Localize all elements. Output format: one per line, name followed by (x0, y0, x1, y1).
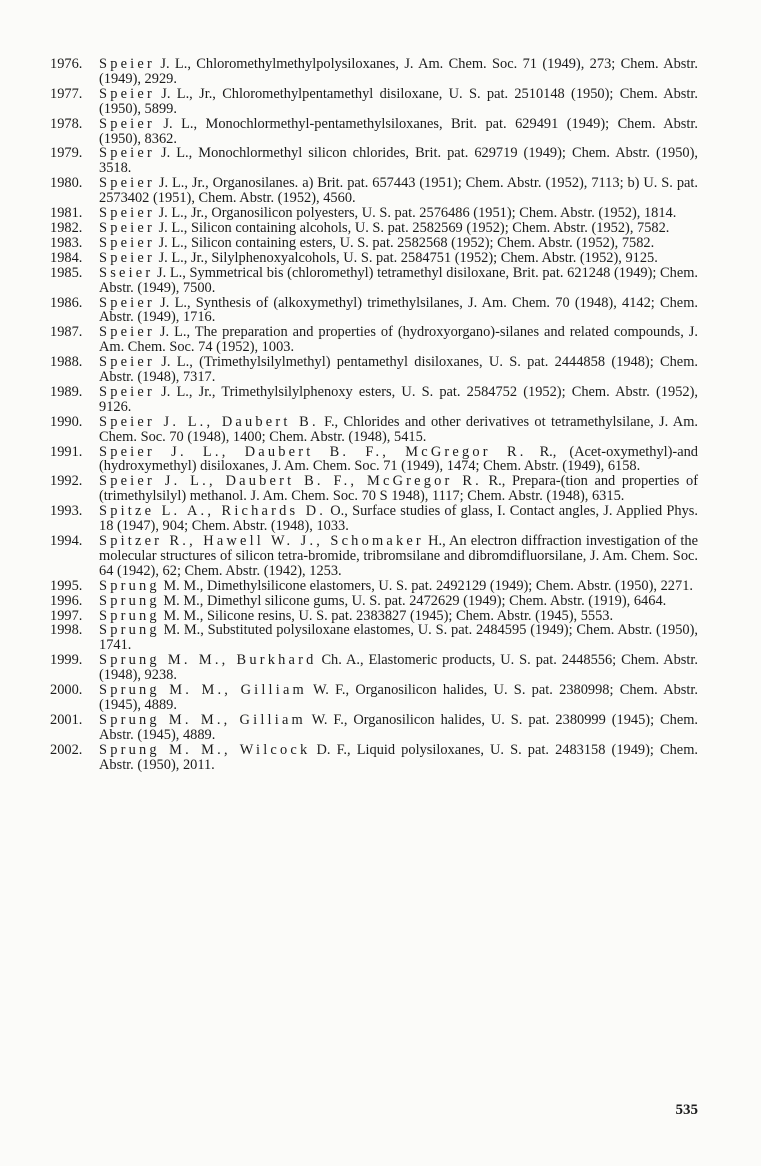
reference-text (99, 683, 698, 713)
reference-authors: Sprung (99, 592, 160, 609)
reference-number: 1977. (50, 85, 83, 102)
reference-entry (50, 579, 698, 594)
reference-entry (50, 653, 698, 683)
reference-authors: Sseier (99, 264, 154, 281)
reference-authors: Speier (99, 249, 155, 266)
reference-entry (50, 266, 698, 296)
reference-authors: Speier (99, 294, 155, 311)
reference-authors: Speier (99, 56, 155, 72)
reference-text (99, 445, 698, 475)
reference-number: 1976. (50, 56, 83, 72)
reference-number: 1987. (50, 324, 83, 341)
reference-text (99, 266, 698, 296)
reference-authors: Speier J. L., Daubert B. (99, 413, 319, 430)
reference-text (99, 355, 698, 385)
reference-number: 1978. (50, 115, 83, 132)
reference-authors: Sprung (99, 577, 160, 594)
reference-entry (50, 251, 698, 266)
reference-text (99, 743, 698, 773)
reference-details: J. L., Monochlormethyl silicon chlorides, Brit. pat. 629719 (1949); Chem. Abstr. (1950), 3518. (99, 145, 698, 177)
reference-text (99, 713, 698, 743)
reference-text (99, 623, 698, 653)
reference-number: 1983. (50, 234, 83, 251)
reference-entry (50, 176, 698, 206)
reference-authors: Speier (99, 219, 155, 236)
reference-list (50, 57, 698, 773)
reference-authors: Speier (99, 85, 155, 102)
reference-entry (50, 534, 698, 579)
reference-authors: Speier (99, 175, 155, 192)
reference-text (99, 474, 698, 504)
reference-number: 1999. (50, 652, 83, 669)
reference-text (99, 385, 698, 415)
reference-text (99, 146, 698, 176)
reference-details: R., Prepara-(tion and properties of (trimethylsilyl) methanol. J. Am. Chem. Soc. 70 S 1948), 1117; Chem. Abstr. (1948), 6315. (99, 473, 698, 505)
reference-entry (50, 743, 698, 773)
reference-text (99, 296, 698, 326)
reference-text (99, 236, 698, 251)
reference-details: J. L., (Trimethylsilylmethyl) pentamethyl disiloxanes, U. S. pat. 2444858 (1948); Chem. Abstr. (1948), 7317. (99, 354, 698, 386)
reference-text (99, 176, 698, 206)
reference-details: R., (Acet-oxymethyl)-and (hydroxymethyl) disiloxanes, J. Am. Chem. Soc. 71 (1949), 1474; Chem. Abstr. (1949), 6158. (99, 443, 699, 475)
reference-authors: Speier (99, 115, 155, 132)
reference-details: Ch. A., Elastomeric products, U. S. pat. 2448556; Chem. Abstr. (1948), 9238. (99, 652, 698, 684)
reference-details: J. L., Silicon containing alcohols, U. S. pat. 2582569 (1952); Chem. Abstr. (1952), 7582. (154, 219, 670, 236)
reference-entry (50, 146, 698, 176)
reference-number: 1992. (50, 473, 83, 490)
reference-text (99, 415, 698, 445)
reference-text (99, 504, 698, 534)
reference-authors: Speier (99, 234, 155, 251)
reference-entry (50, 206, 698, 221)
reference-text (99, 57, 698, 87)
reference-authors: Sprung M. M., Gilliam (99, 711, 306, 728)
reference-details: J. L., Jr., Organosilanes. a) Brit. pat. 657443 (1951); Chem. Abstr. (1952), 7113; b) U. S. pat. 2573402 (1951), Chem. Abstr. (1952), 4560. (99, 175, 698, 207)
reference-details: M. M., Substituted polysiloxane elastomes, U. S. pat. 2484595 (1949); Chem. Abstr. (1950), 1741. (99, 622, 698, 654)
reference-details: W. F., Organosilicon halides, U. S. pat. 2380999 (1945); Chem. Abstr. (1945), 4889. (99, 711, 699, 743)
reference-number: 1998. (50, 622, 83, 639)
reference-authors: Speier (99, 324, 155, 341)
reference-authors: Speier (99, 145, 155, 162)
reference-entry (50, 296, 698, 326)
reference-details: O., Surface studies of glass, I. Contact angles, J. Applied Phys. 18 (1947), 904; Chem. Abstr. (1948), 1033. (99, 503, 698, 535)
reference-entry (50, 415, 698, 445)
reference-number: 1996. (50, 592, 83, 609)
reference-number: 1994. (50, 533, 83, 549)
reference-text (99, 653, 698, 683)
reference-details: J. L., Monochlormethyl-pentamethylsiloxanes, Brit. pat. 629491 (1949); Chem. Abstr. (1950), 8362. (99, 115, 698, 147)
reference-authors: Sprung M. M., Gilliam (99, 682, 307, 699)
reference-details: M. M., Dimethylsilicone elastomers, U. S. pat. 2492129 (1949); Chem. Abstr. (1950), 2271. (159, 577, 693, 594)
reference-authors: Speier (99, 354, 155, 371)
reference-number: 2002. (50, 741, 83, 758)
reference-details: J. L., Synthesis of (alkoxymethyl) trimethylsilanes, J. Am. Chem. 70 (1948), 4142; Chem. Abstr. (1949), 1716. (99, 294, 698, 326)
reference-text (99, 87, 698, 117)
reference-text (99, 325, 698, 355)
reference-text (99, 579, 698, 594)
reference-entry (50, 445, 698, 475)
reference-number: 1995. (50, 577, 83, 594)
reference-text (99, 251, 698, 266)
reference-authors: Speier J. L., Daubert B. F., McGregor R. (99, 443, 527, 460)
reference-number: 1986. (50, 294, 83, 311)
reference-details: J. L., Jr., Organosilicon polyesters, U. S. pat. 2576486 (1951); Chem. Abstr. (1952), 1814. (154, 205, 677, 222)
reference-details: J. L., Chloromethylmethylpolysiloxanes, J. Am. Chem. Soc. 71 (1949), 273; Chem. Abstr. (1949), 2929. (99, 56, 698, 87)
reference-entry (50, 683, 698, 713)
reference-number: 1993. (50, 503, 83, 520)
reference-entry (50, 117, 698, 147)
reference-number: 1989. (50, 383, 83, 400)
reference-entry (50, 87, 698, 117)
reference-details: H., An electron diffraction investigation of the molecular structures of silicon tetra-bromide, tribromsilane and dibromdifluorsilane, J. Am. Chem. Soc. 64 (1942), 62; Chem. Abstr. (1942), 1253. (99, 533, 698, 579)
reference-number: 1981. (50, 205, 83, 222)
reference-number: 1982. (50, 219, 83, 236)
reference-entry (50, 355, 698, 385)
reference-text (99, 594, 698, 609)
reference-entry (50, 609, 698, 624)
reference-authors: Spitze L. A., Richards D. (99, 503, 327, 520)
reference-authors: Speier (99, 205, 155, 222)
reference-text (99, 534, 698, 579)
reference-number: 2001. (50, 711, 83, 728)
reference-number: 1985. (50, 264, 83, 281)
reference-details: J. L., Jr., Chloromethylpentamethyl disiloxane, U. S. pat. 2510148 (1950); Chem. Abstr. (1950), 5899. (99, 85, 698, 117)
reference-number: 1990. (50, 413, 83, 430)
reference-entry (50, 623, 698, 653)
reference-text (99, 206, 698, 221)
reference-details: J. L., Jr., Trimethylsilylphenoxy esters, U. S. pat. 2584752 (1952); Chem. Abstr. (1952), 9126. (99, 383, 698, 415)
reference-details: M. M., Silicone resins, U. S. pat. 2383827 (1945); Chem. Abstr. (1945), 5553. (159, 607, 614, 624)
reference-details: F., Chlorides and other derivatives ot tetramethylsilane, J. Am. Chem. Soc. 70 (1948), 1400; Chem. Abstr. (1948), 5415. (99, 413, 698, 445)
reference-authors: Speier J. L., Daubert B. F., McGregor R. (99, 473, 482, 490)
reference-text (99, 221, 698, 236)
reference-entry (50, 221, 698, 236)
reference-details: J. L., Silicon containing esters, U. S. pat. 2582568 (1952); Chem. Abstr. (1952), 7582. (154, 234, 655, 251)
reference-text (99, 609, 698, 624)
reference-details: W. F., Organosilicon halides, U. S. pat. 2380998; Chem. Abstr. (1945), 4889. (99, 682, 698, 713)
reference-authors: Sprung (99, 622, 160, 639)
reference-number: 1997. (50, 607, 83, 624)
reference-details: J. L., The preparation and properties of (hydroxyorgano)-silanes and related compounds, J. Am. Chem. Soc. 74 (1952), 1003. (99, 324, 698, 356)
page-number: 535 (675, 1102, 698, 1118)
reference-entry (50, 713, 698, 743)
reference-authors: Sprung (99, 607, 160, 624)
reference-number: 1979. (50, 145, 83, 162)
reference-entry (50, 325, 698, 355)
reference-details: J. L., Jr., Silylphenoxyalcohols, U. S. pat. 2584751 (1952); Chem. Abstr. (1952), 9125. (154, 249, 658, 266)
reference-entry (50, 57, 698, 87)
reference-number: 1988. (50, 354, 83, 371)
reference-entry (50, 504, 698, 534)
reference-number: 2000. (50, 682, 83, 699)
reference-number: 1991. (50, 443, 83, 460)
reference-authors: Sprung M. M., Burkhard (99, 652, 317, 669)
reference-number: 1980. (50, 175, 83, 192)
reference-entry (50, 474, 698, 504)
reference-details: M. M., Dimethyl silicone gums, U. S. pat. 2472629 (1949); Chem. Abstr. (1919), 6464. (159, 592, 667, 609)
reference-authors: Speier (99, 383, 155, 400)
reference-number: 1984. (50, 249, 83, 266)
reference-entry (50, 236, 698, 251)
reference-details: D. F., Liquid polysiloxanes, U. S. pat. 2483158 (1949); Chem. Abstr. (1950), 2011. (99, 741, 698, 773)
reference-entry (50, 594, 698, 609)
reference-text (99, 117, 698, 147)
reference-authors: Sprung M. M., Wilcock (99, 741, 311, 758)
reference-details: J. L., Symmetrical bis (chloromethyl) tetramethyl disiloxane, Brit. pat. 621248 (1949); Chem. Abstr. (1949), 7500. (99, 264, 698, 296)
reference-authors: Spitzer R., Hawell W. J., Schomaker (99, 533, 424, 549)
reference-entry (50, 385, 698, 415)
